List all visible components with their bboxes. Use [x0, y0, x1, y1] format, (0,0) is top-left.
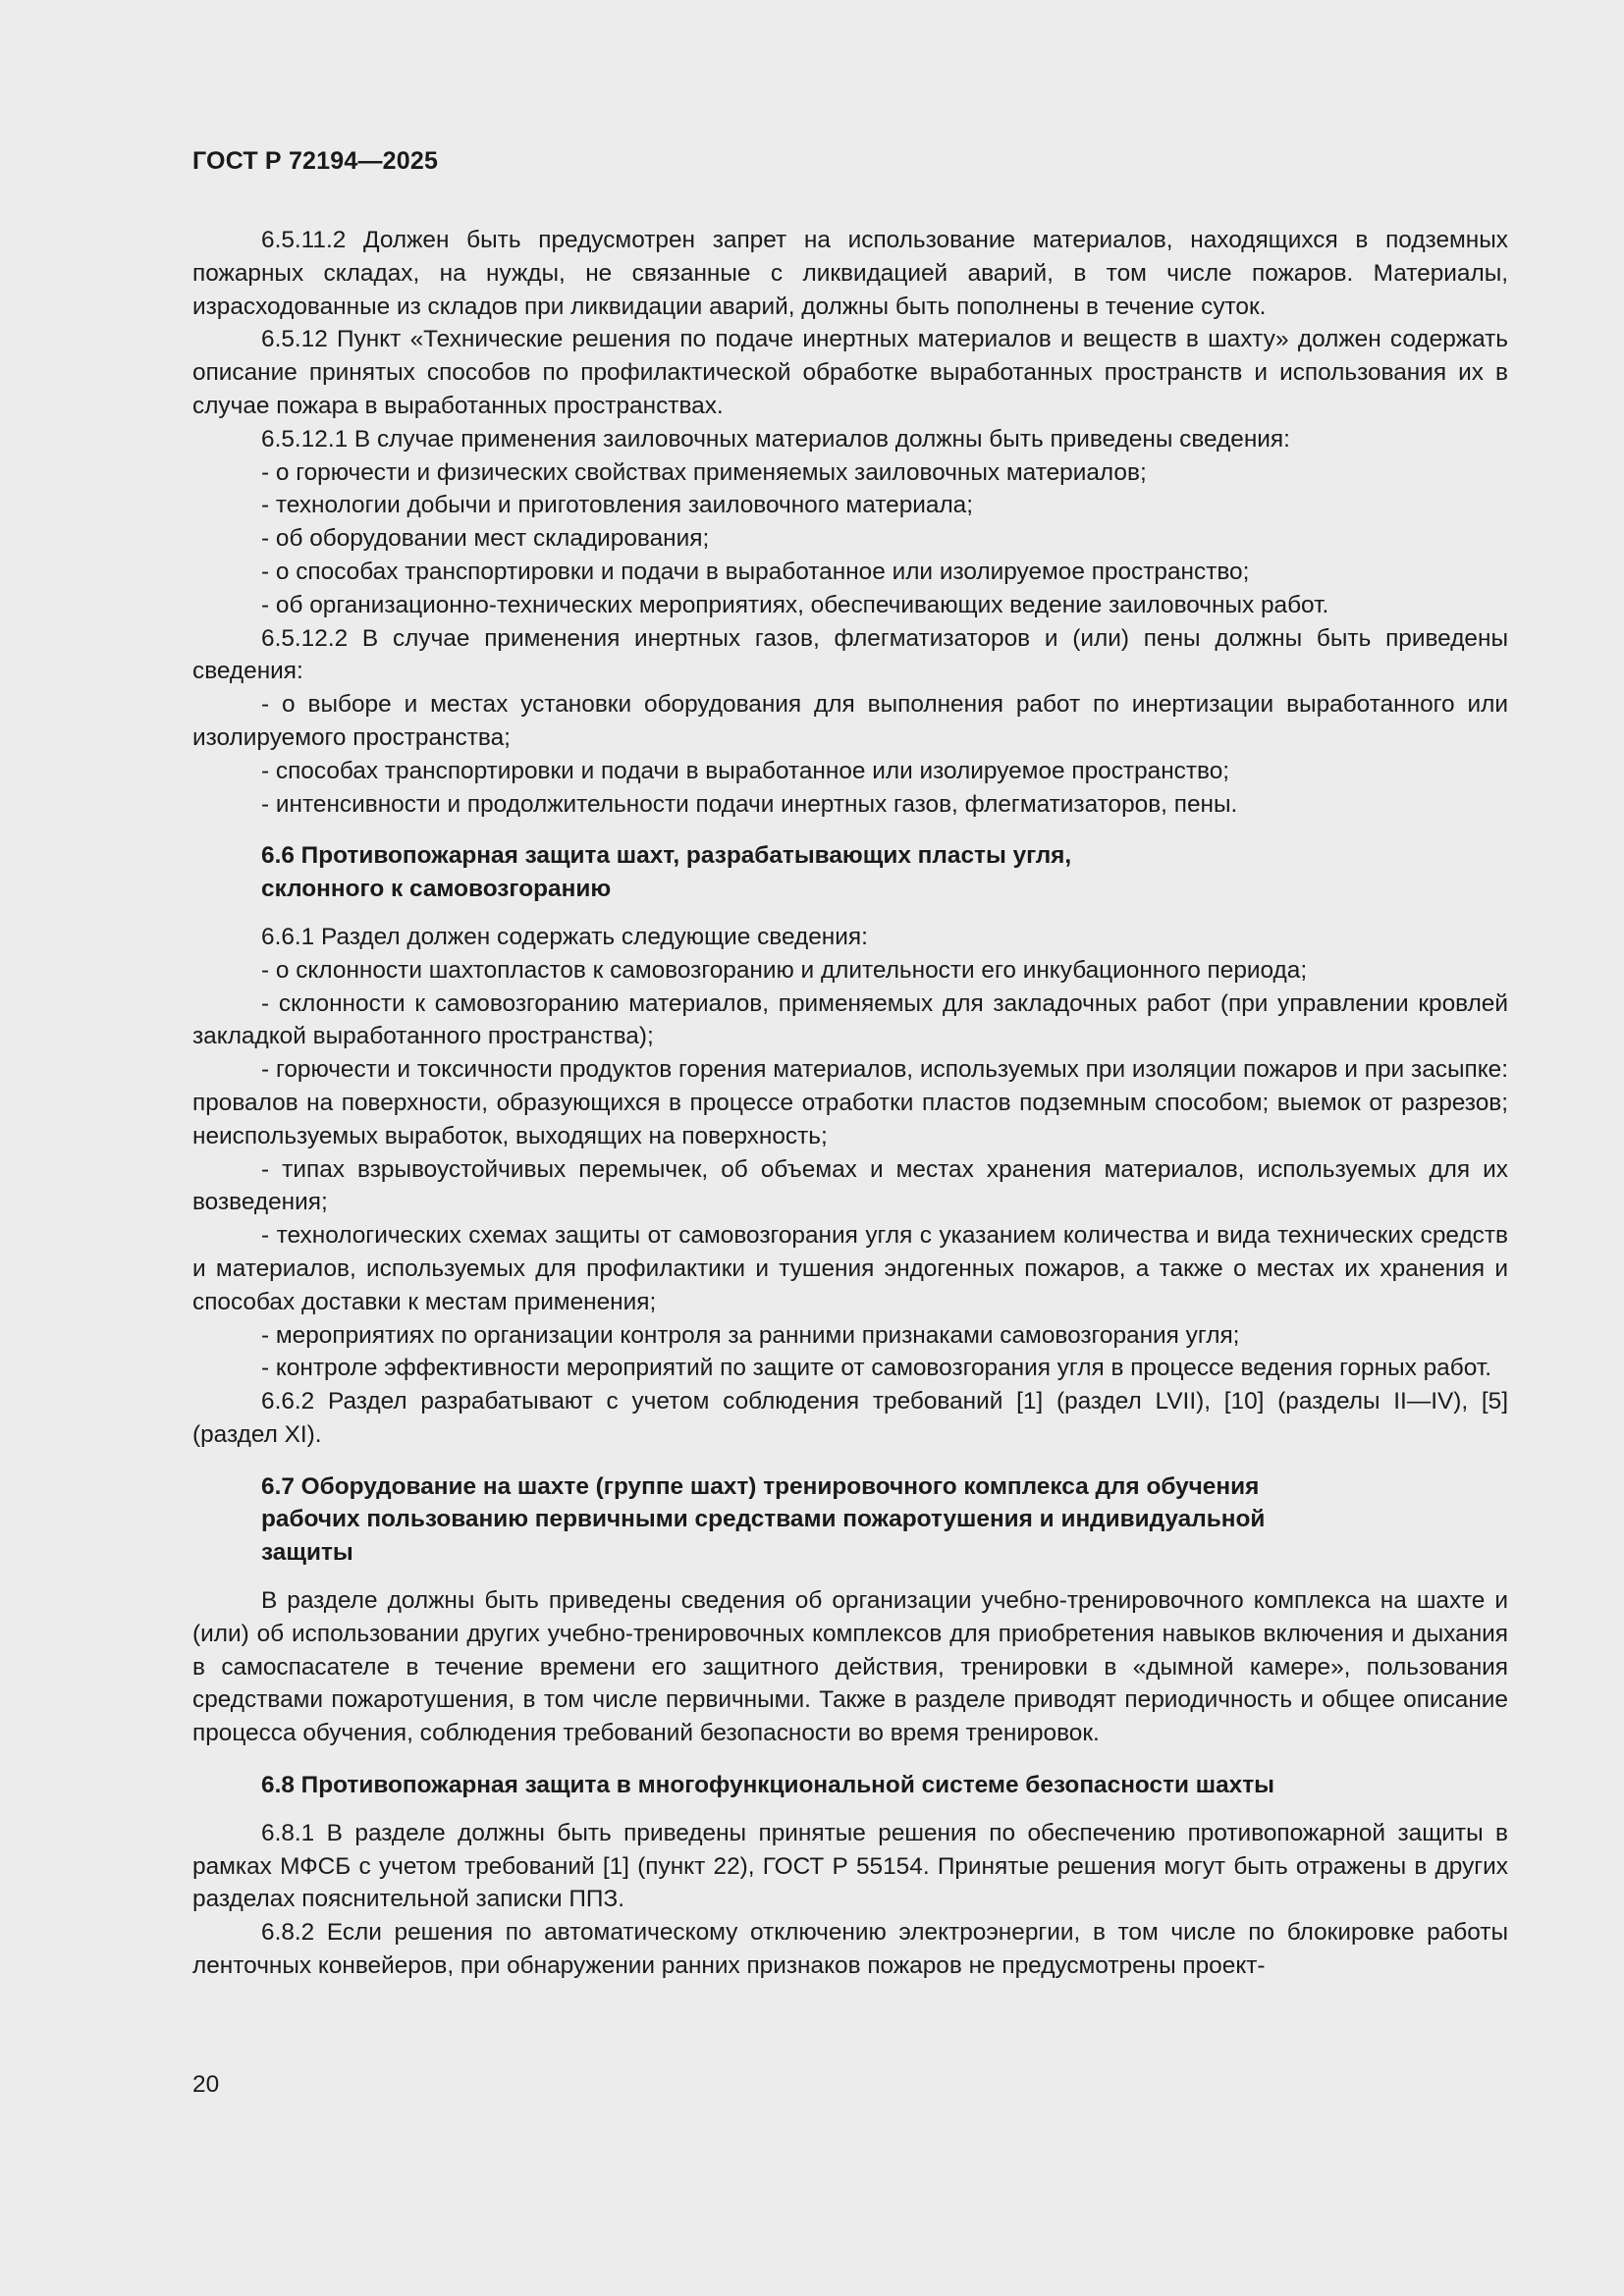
paragraph-6-8-1: 6.8.1 В разделе должны быть приведены принятые решения по обеспечению противопожарной защиты в рамках МФСБ с учетом требований [1] (пункт 22), ГОСТ Р 55154. Принятые решения могут быть отражены в других разделах пояснительной записки ППЗ. [192, 1819, 1508, 1913]
list-item: - о способах транспортировки и подачи в выработанное или изолируемое пространство; [261, 558, 1250, 585]
list-item: - интенсивности и продолжительности подачи инертных газов, флегматизаторов, пены. [261, 790, 1238, 818]
paragraph-6-5-12-1: 6.5.12.1 В случае применения заиловочных материалов должны быть приведены сведения: [261, 425, 1290, 453]
list-item: - способах транспортировки и подачи в выработанное или изолируемое пространство; [261, 757, 1230, 784]
paragraph-6-7: В разделе должны быть приведены сведения об организации учебно-тренировочного комплекса на шахте и (или) об использовании других учебно-тренировочных комплексов для приобретения навыков включения и дыхания в самоспасателе в течение времени его защитного действия, тренировки в «дымной камере», пользования средствами пожаротушения, в том числе первичными. Также в разделе приводят периодичность и общее описание процесса обучения, соблюдения требований безопасности во время тренировок. [192, 1587, 1508, 1747]
list-item: - о горючести и физических свойствах применяемых заиловочных материалов; [261, 458, 1147, 486]
paragraph-6-5-12-2: 6.5.12.2 В случае применения инертных газов, флегматизаторов и (или) пены должны быть приведены сведения: [192, 624, 1508, 685]
list-item: - о склонности шахтопластов к самовозгоранию и длительности его инкубационного периода; [261, 956, 1308, 984]
paragraph-6-5-11-2: 6.5.11.2 Должен быть предусмотрен запрет на использование материалов, находящихся в подземных пожарных складах, на нужды, не связанные с ликвидацией аварий, в том числе пожаров. Материалы, израсходованные из складов при ликвидации аварий, должны быть пополнены в течение суток. [192, 227, 1508, 320]
list-item: - мероприятиях по организации контроля за ранними признаками самовозгорания угля; [261, 1321, 1240, 1349]
section-heading-6-7 [192, 1470, 1508, 1570]
document-code-header: ГОСТ Р 72194—2025 [192, 147, 439, 175]
list-item: - типах взрывоустойчивых перемычек, об объемах и местах хранения материалов, используемых для их возведения; [192, 1155, 1508, 1216]
section-heading-6-6 [192, 839, 1508, 906]
list-item: - склонности к самовозгоранию материалов, применяемых для закладочных работ (при управлении кровлей закладкой выработанного пространства); [192, 989, 1508, 1050]
list-item: - горючести и токсичности продуктов горения материалов, используемых при изоляции пожаров и при засыпке: провалов на поверхности, образующихся в процессе отработки пластов подземным способом; выемок от разрезов; неиспользуемых выработок, выходящих на поверхность; [192, 1056, 1508, 1149]
list-item: - об организационно-технических мероприятиях, обеспечивающих ведение заиловочных работ. [261, 591, 1329, 618]
paragraph-6-5-12: 6.5.12 Пункт «Технические решения по подаче инертных материалов и веществ в шахту» должен содержать описание принятых способов по профилактической обработке выработанных пространств и использования их в случае пожара в выработанных пространствах. [192, 326, 1508, 419]
list-item: - контроле эффективности мероприятий по защите от самовозгорания угля в процессе ведения горных работ. [261, 1355, 1491, 1382]
heading-line: склонного к самовозгоранию [261, 876, 612, 903]
list-item: - технологических схемах защиты от самовозгорания угля с указанием количества и вида технических средств и материалов, используемых для профилактики и тушения эндогенных пожаров, а также о местах их хранения и способах доставки к местам применения; [192, 1222, 1508, 1315]
paragraph-6-8-2: 6.8.2 Если решения по автоматическому отключению электроэнергии, в том числе по блокировке работы ленточных конвейеров, при обнаружении ранних признаков пожаров не предусмотрены проект- [192, 1919, 1508, 1980]
paragraph-6-6-2: 6.6.2 Раздел разрабатывают с учетом соблюдения требований [1] (раздел LVII), [10] (разделы II—IV), [5] (раздел XI). [192, 1388, 1508, 1448]
list-item: - о выборе и местах установки оборудования для выполнения работ по инертизации выработанного или изолируемого пространства; [192, 691, 1508, 751]
document-body [192, 224, 1508, 1983]
list-item: - об оборудовании мест складирования; [261, 525, 710, 553]
heading-line: 6.7 Оборудование на шахте (группе шахт) тренировочного комплекса для обучения [261, 1472, 1260, 1500]
paragraph-6-6-1: 6.6.1 Раздел должен содержать следующие сведения: [261, 923, 868, 950]
page-number: 20 [192, 2071, 220, 2098]
section-heading-6-8: 6.8 Противопожарная защита в многофункциональной системе безопасности шахты [261, 1772, 1275, 1799]
heading-line: рабочих пользованию первичными средствами пожаротушения и индивидуальной [261, 1506, 1266, 1533]
heading-line: защиты [261, 1539, 353, 1567]
list-item: - технологии добычи и приготовления заиловочного материала; [261, 492, 974, 519]
heading-line: 6.6 Противопожарная защита шахт, разрабатывающих пласты угля, [261, 842, 1072, 870]
